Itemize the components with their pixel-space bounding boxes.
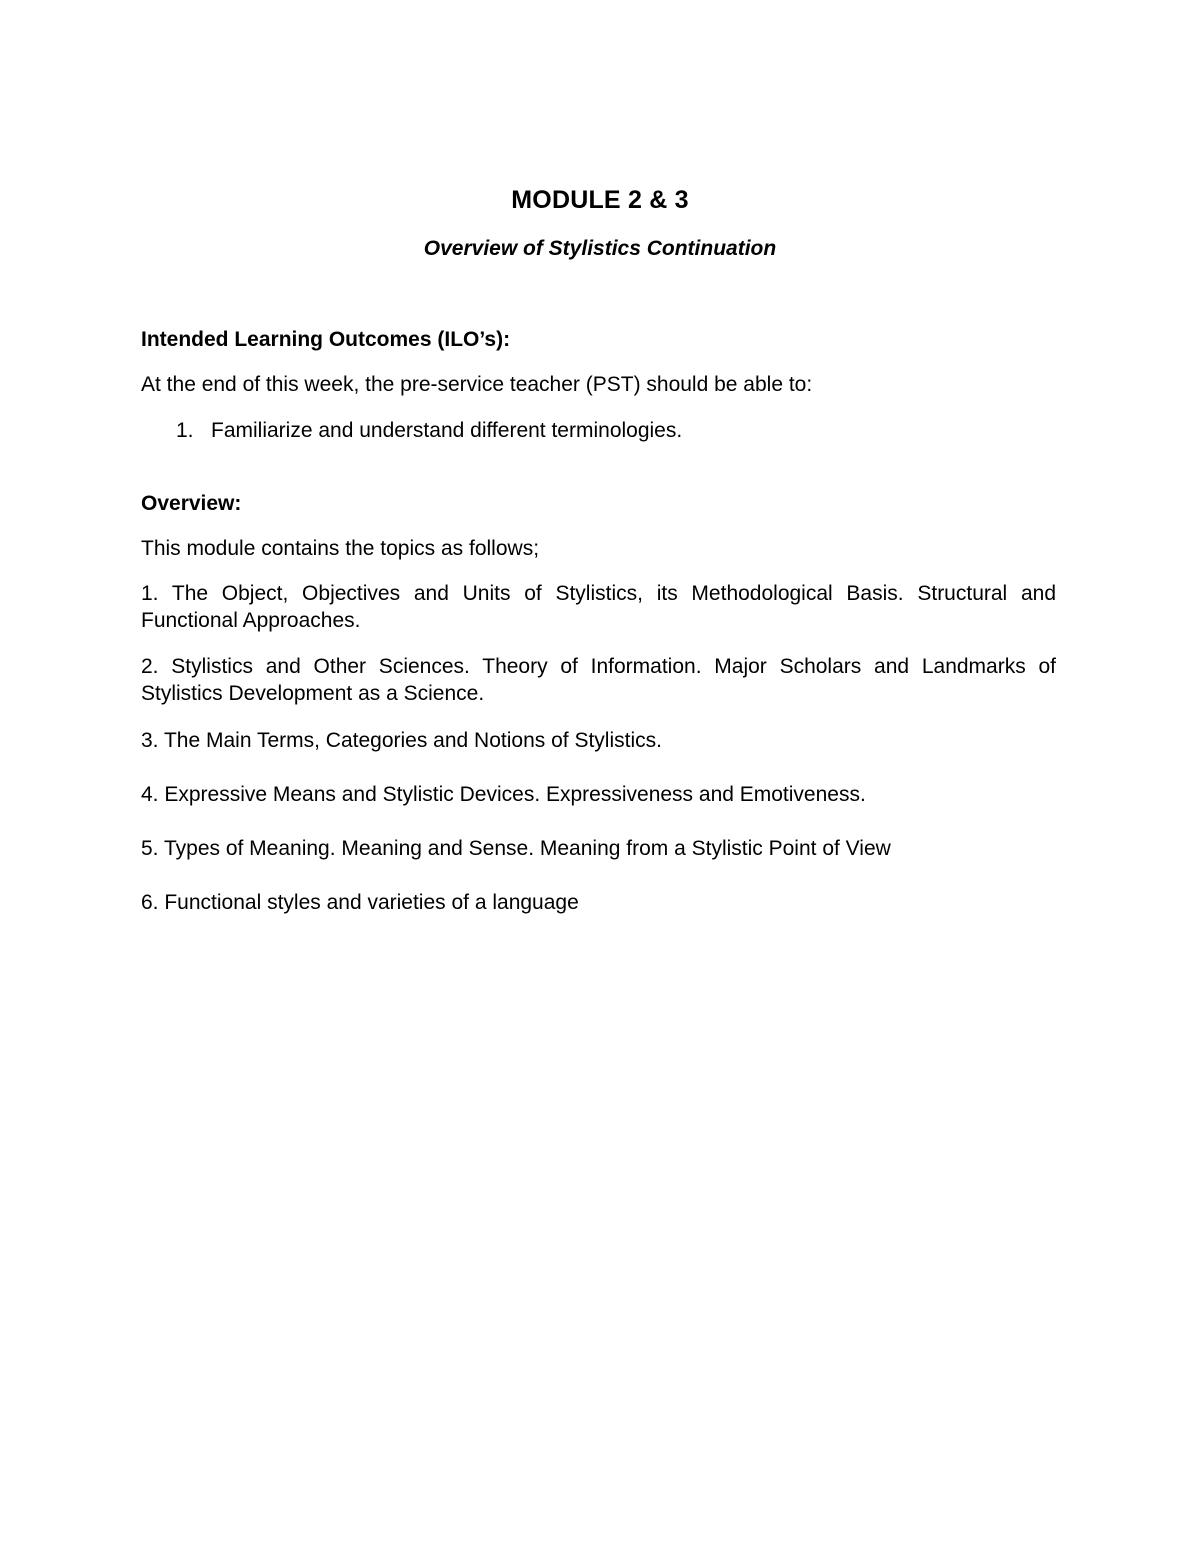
ilo-item-text: Familiarize and understand different terminologies. [211, 419, 683, 442]
document-subtitle: Overview of Stylistics Continuation [423, 237, 777, 260]
topic-item: 4. Expressive Means and Stylistic Devices. Expressiveness and Emotiveness. [141, 783, 866, 806]
ilo-intro: At the end of this week, the pre-service teacher (PST) should be able to: [141, 373, 813, 396]
ilo-heading: Intended Learning Outcomes (ILO’s): [141, 328, 511, 351]
topic-item: 2. Stylistics and Other Sciences. Theory of Information. Major Scholars and Landmarks of Stylistics Development as a Science. [141, 655, 1056, 705]
topic-item: 6. Functional styles and varieties of a language [141, 891, 579, 914]
document-title: MODULE 2 & 3 [511, 186, 689, 214]
topic-item: 5. Types of Meaning. Meaning and Sense. Meaning from a Stylistic Point of View [141, 837, 891, 860]
topic-item: 3. The Main Terms, Categories and Notions of Stylistics. [141, 729, 662, 752]
ilo-list-item [176, 417, 682, 444]
ilo-item-number: 1. [176, 419, 194, 442]
topic-item: 1. The Object, Objectives and Units of Stylistics, its Methodological Basis. Structural and Functional Approaches. [141, 582, 1056, 632]
overview-intro: This module contains the topics as follows; [141, 537, 540, 560]
overview-heading: Overview: [141, 492, 242, 515]
